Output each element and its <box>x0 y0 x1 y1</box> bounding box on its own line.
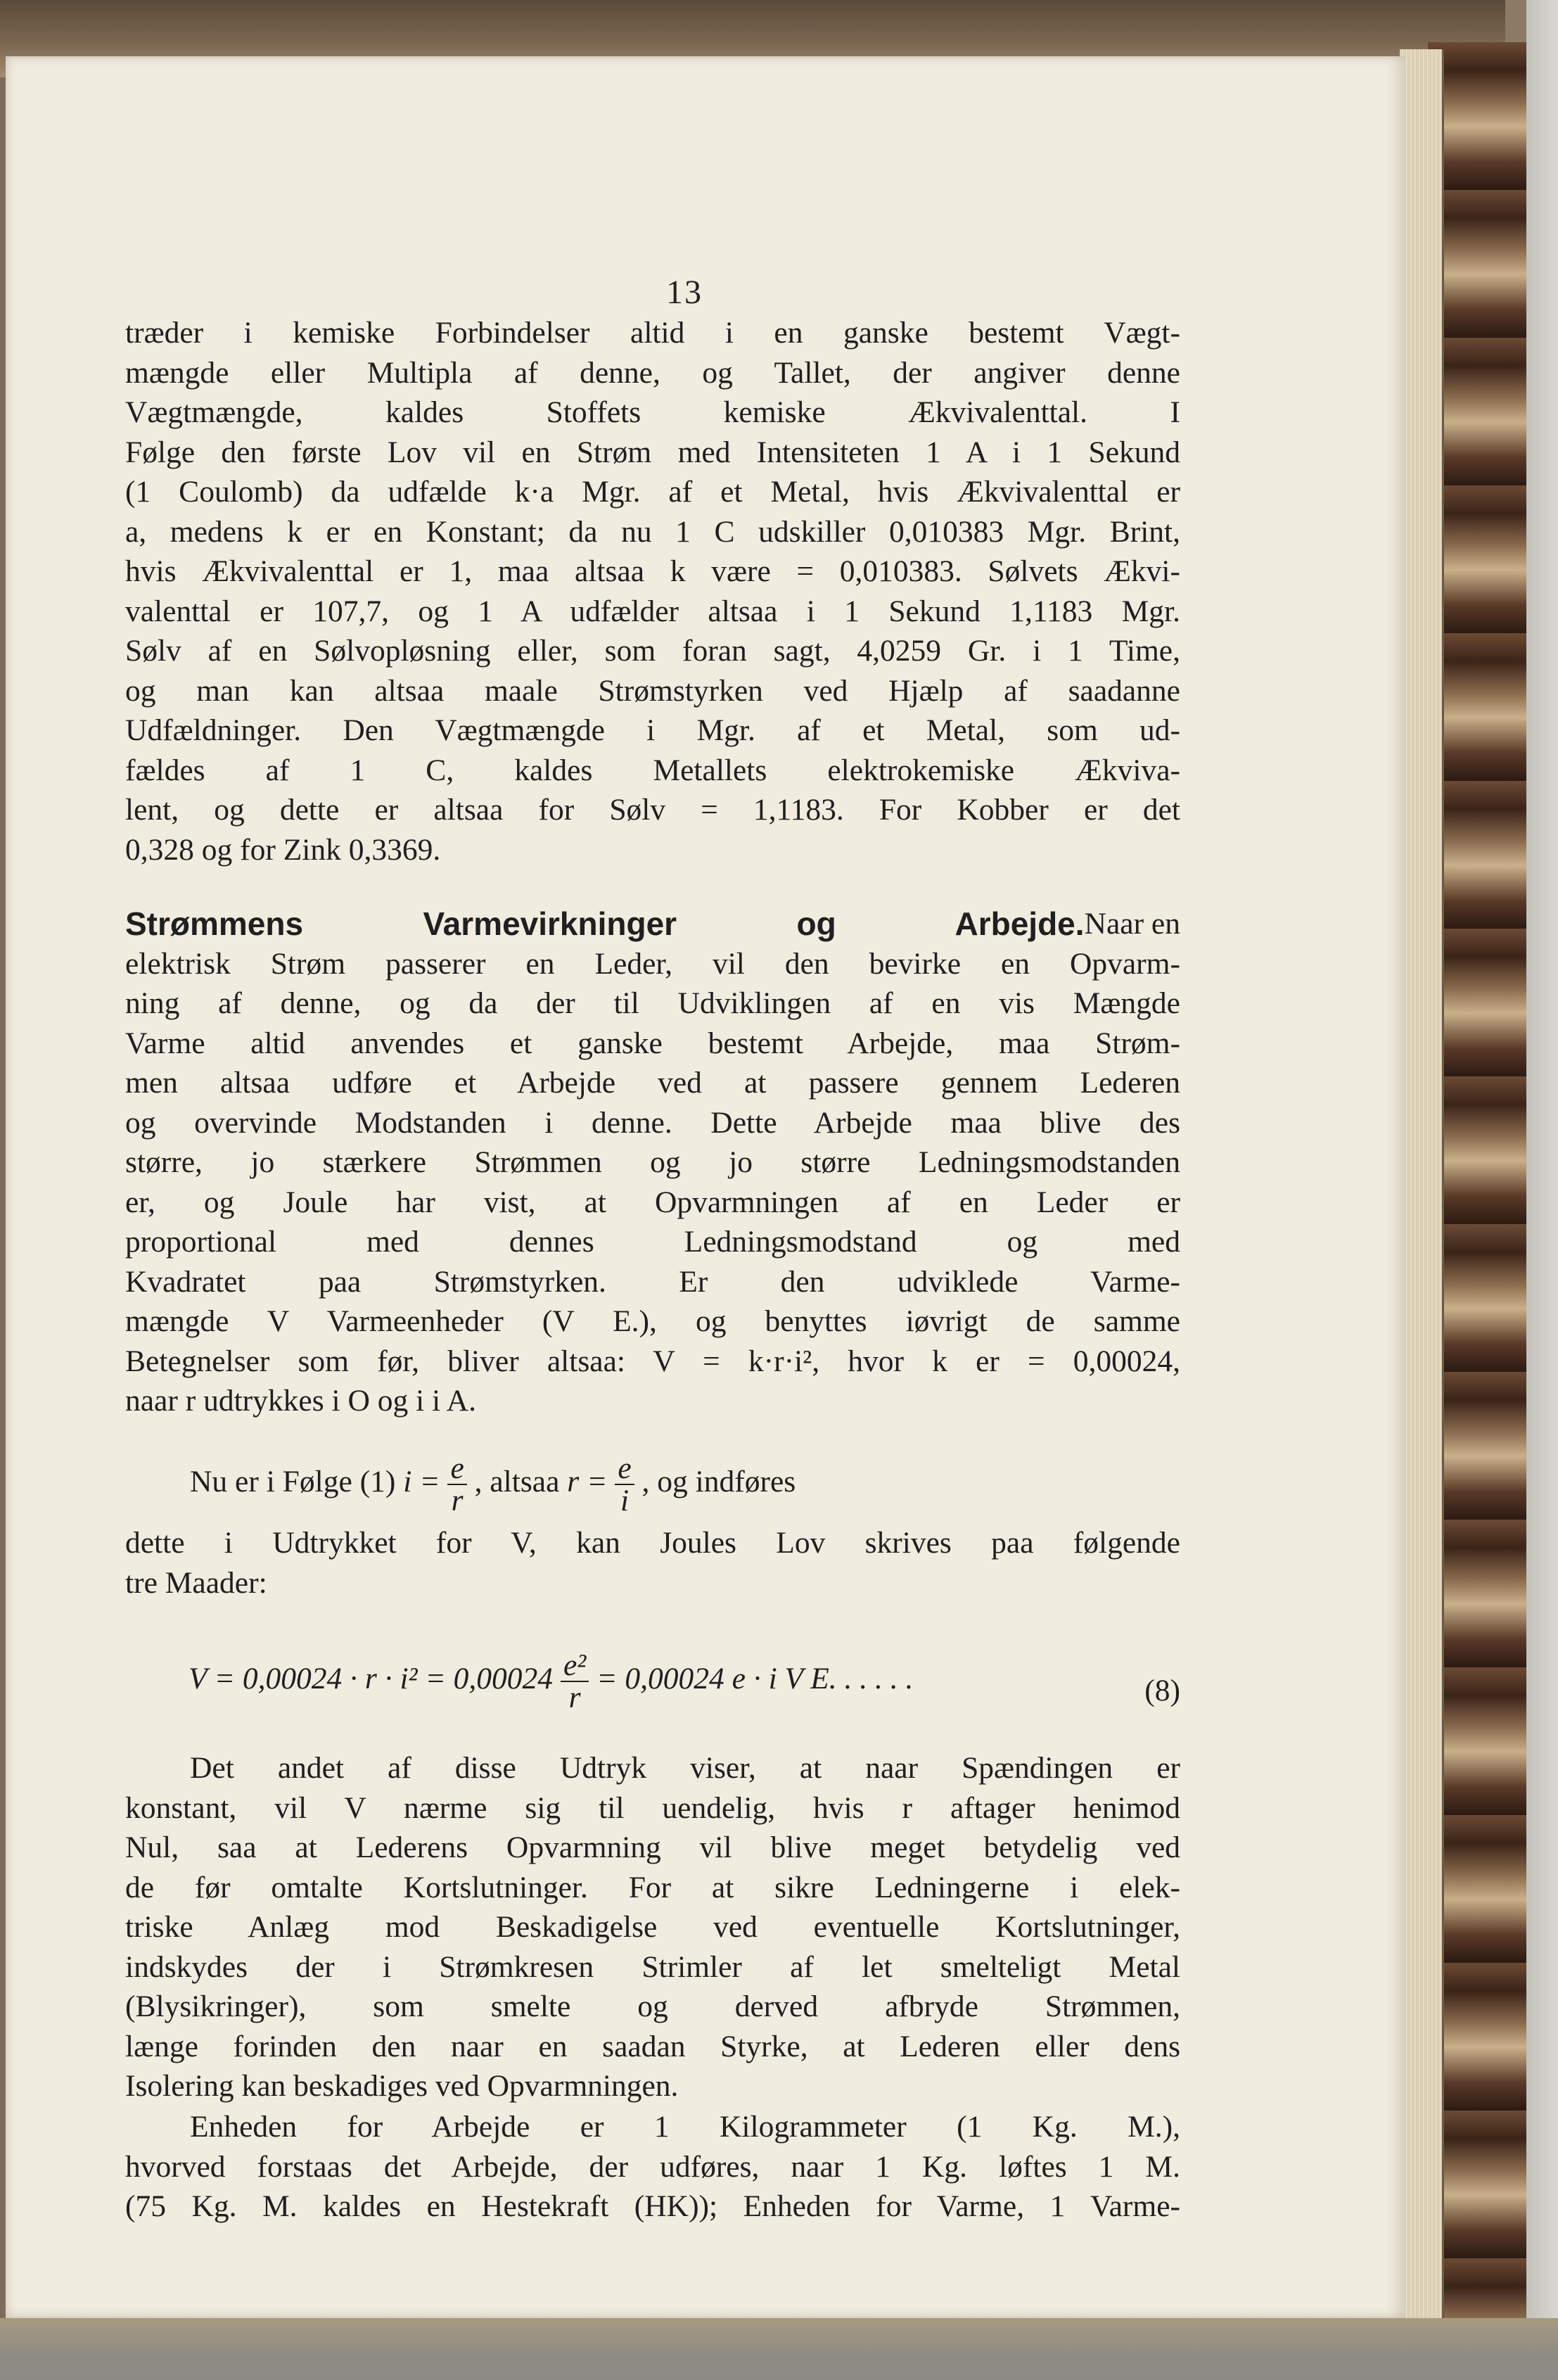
text-line: (Blysikringer), som smelte og derved afbryde Strømmen, <box>125 1990 1180 2023</box>
text-line: Nul, saa at Lederens Opvarmning vil blive meget betydelig ved <box>125 1831 1180 1864</box>
text-line: ning af denne, og da der til Udviklingen af en vis Mængde <box>125 986 1180 1020</box>
text-line: Udfældninger. Den Vægtmængde i Mgr. af et Metal, som ud- <box>125 713 1180 747</box>
text-line: og overvinde Modstanden i denne. Dette Arbejde maa blive des <box>125 1105 1180 1140</box>
text-line: Det andet af disse Udtryk viser, at naar Spændingen er <box>190 1751 1180 1785</box>
text-line: er, og Joule har vist, at Opvarmningen af en Leder er <box>125 1185 1180 1219</box>
formula-intro-mid: , altsaa <box>474 1464 560 1498</box>
text-line: hvorved forstaas det Arbejde, der udføres, naar 1 Kg. løftes 1 M. <box>125 2149 1180 2184</box>
fraction-e-over-i <box>615 1453 634 1516</box>
text-line: indskydes der i Strømkresen Strimler af let smelteligt Metal <box>125 1949 1180 1984</box>
formula-intro <box>125 1453 1180 1603</box>
fraction-e2-over-r <box>561 1650 589 1713</box>
text-line: Følge den første Lov vil en Strøm med Intensiteten 1 A i 1 Sekund <box>125 435 1180 469</box>
formula-intro-start: Nu er i Følge (1) <box>190 1464 396 1498</box>
fraction-numerator: e <box>447 1453 466 1485</box>
text-line: Vægtmængde, kaldes Stoffets kemiske Ækvivalenttal. I <box>125 395 1180 429</box>
text-line: hvis Ækvivalenttal er 1, maa altsaa k være = 0,010383. Sølvets Ækvi- <box>125 554 1180 588</box>
text-line: Sølv af en Sølvopløsning eller, som foran sagt, 4,0259 Gr. i 1 Time, <box>125 634 1180 668</box>
page-stack-edge <box>1400 49 1444 2329</box>
text-line: træder i kemiske Forbindelser altid i en ganske bestemt Vægt- <box>125 316 1180 350</box>
text-line: større, jo stærkere Strømmen og jo større Ledningsmodstanden <box>125 1145 1180 1179</box>
formula-eq2-lhs: r = <box>567 1464 608 1498</box>
text-line: naar r udtrykkes i O og i i A. <box>125 1384 476 1418</box>
text-line: og man kan altsaa maale Strømstyrken ved Hjælp af saadanne <box>125 673 1180 708</box>
fraction-denominator: r <box>568 1681 581 1714</box>
text-line: tre Maader: <box>125 1565 267 1600</box>
text-fragment: Naar en <box>1084 907 1180 941</box>
text-line: fældes af 1 C, kaldes Metallets elektrokemiske Ækviva- <box>125 753 1180 787</box>
fraction-denominator: r <box>451 1484 464 1517</box>
formula-intro-end: , og indføres <box>641 1464 796 1498</box>
equation-part-2: = 0,00024 e · i V E. . . . . . <box>596 1661 914 1695</box>
book-page <box>6 56 1405 2318</box>
text-line: længe forinden den naar en saadan Styrke, at Lederen eller dens <box>125 2029 1180 2063</box>
text-line: proportional med dennes Ledningsmodstand og med <box>125 1225 1180 1259</box>
text-line: valenttal er 107,7, og 1 A udfælder altsaa i 1 Sekund 1,1183 Mgr. <box>125 594 1180 628</box>
text-line: mængde eller Multipla af denne, og Tallet, der angiver denne <box>125 355 1180 390</box>
text-line: a, medens k er en Konstant; da nu 1 C udskiller 0,010383 Mgr. Brint, <box>125 514 1180 549</box>
text-line: mængde V Varmeenheder (V E.), og benyttes iøvrigt de samme <box>125 1304 1180 1338</box>
text-line: elektrisk Strøm passerer en Leder, vil den bevirke en Opvarm- <box>125 946 1180 981</box>
equation-8 <box>125 1650 1180 1727</box>
text-line: 0,328 og for Zink 0,3369. <box>125 832 441 867</box>
text-line: (1 Coulomb) da udfælde k·a Mgr. af et Metal, hvis Ækvivalenttal er <box>125 475 1180 509</box>
text-line: men altsaa udføre et Arbejde ved at passere gennem Lederen <box>125 1066 1180 1100</box>
fraction-numerator: e² <box>561 1650 589 1682</box>
equation-part-1: V = 0,00024 · r · i² = 0,00024 <box>189 1661 554 1695</box>
text-line: (75 Kg. M. kaldes en Hestekraft (HK)); Enheden for Varme, 1 Varme- <box>125 2189 1180 2223</box>
fraction-denominator: i <box>620 1484 630 1517</box>
text-line: Enheden for Arbejde er 1 Kilogrammeter (1 Kg. M.), <box>190 2110 1180 2144</box>
text-line: de før omtalte Kortslutninger. For at sikre Ledningerne i elek- <box>125 1870 1180 1904</box>
page-number: 13 <box>666 274 703 311</box>
section-heading: Strømmens Varmevirkninger og Arbejde. <box>125 905 1085 942</box>
formula-eq1-lhs: i = <box>403 1464 440 1498</box>
fraction-e-over-r <box>447 1453 466 1516</box>
scan-margin-right <box>1526 0 1558 2380</box>
paragraph-1 <box>125 313 1180 870</box>
text-line: dette i Udtrykket for V, kan Joules Lov skrives paa følgende <box>125 1526 1180 1560</box>
fraction-numerator: e <box>615 1453 634 1485</box>
text-line: lent, og dette er altsaa for Sølv = 1,1183. For Kobber er det <box>125 793 1180 827</box>
paragraph-5 <box>125 2107 1180 2227</box>
text-line: konstant, vil V nærme sig til uendelig, hvis r aftager henimod <box>125 1790 1180 1825</box>
paragraph-4 <box>125 1748 1180 2106</box>
text-line: Betegnelser som før, bliver altsaa: V = k·r·i², hvor k er = 0,00024, <box>125 1344 1180 1378</box>
text-line: Varme altid anvendes et ganske bestemt Arbejde, maa Strøm- <box>125 1026 1180 1060</box>
text-line: triske Anlæg mod Beskadigelse ved eventuelle Kortslutninger, <box>125 1910 1180 1944</box>
scan-margin-bottom <box>0 2318 1558 2380</box>
text-line: Isolering kan beskadiges ved Opvarmningen. <box>125 2069 679 2103</box>
text-line: Kvadratet paa Strømstyrken. Er den udviklede Varme- <box>125 1264 1180 1299</box>
equation-number: (8) <box>1144 1674 1180 1707</box>
section-heading-block <box>125 904 1180 1421</box>
